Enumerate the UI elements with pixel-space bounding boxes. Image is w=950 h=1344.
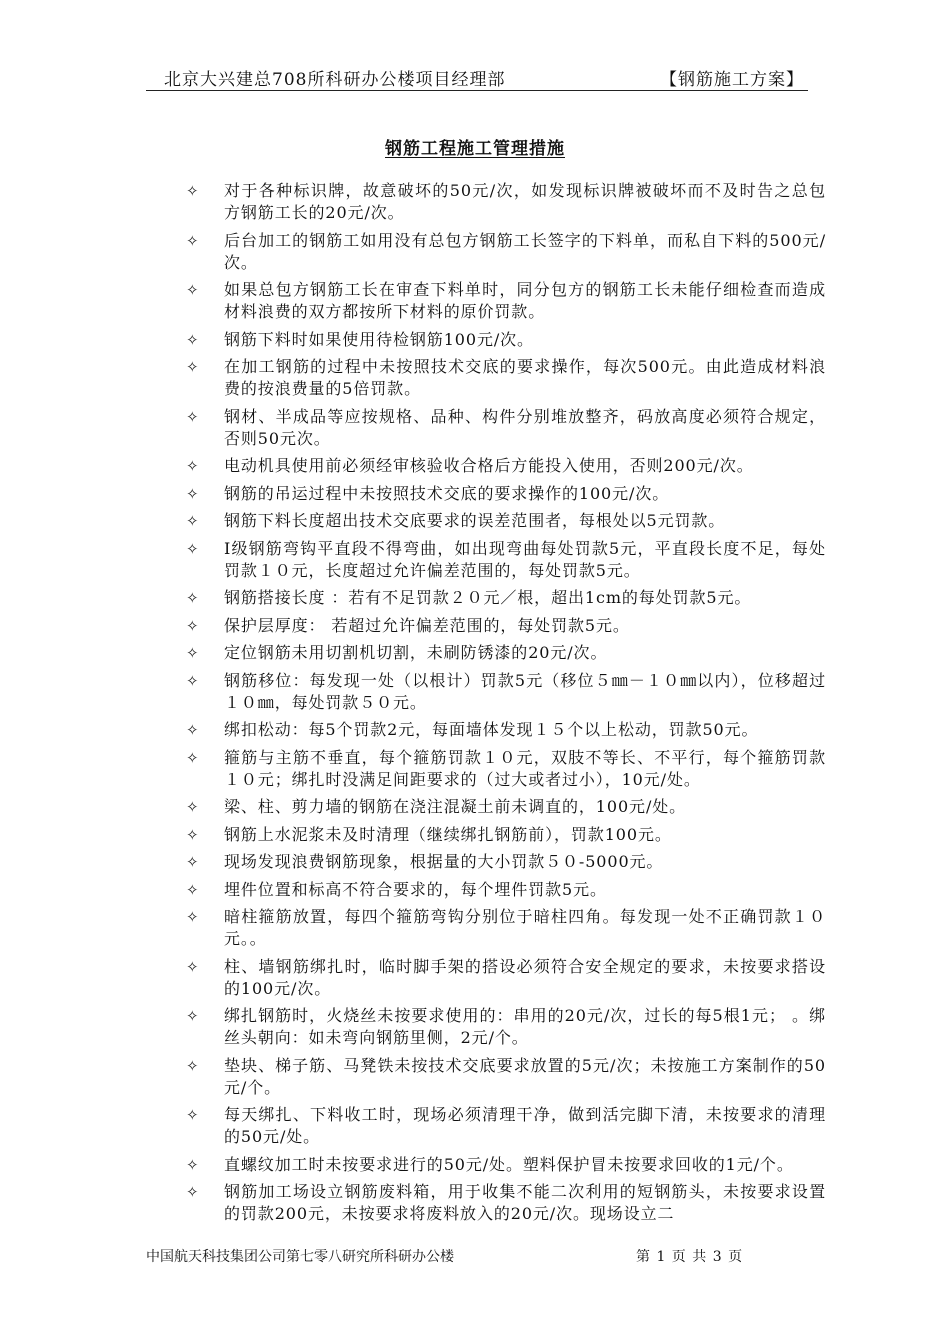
list-item (186, 356, 826, 400)
list-item (186, 455, 826, 477)
diamond-bullet-icon: ✧ (186, 825, 200, 844)
diamond-bullet-icon: ✧ (186, 231, 200, 250)
diamond-bullet-icon: ✧ (186, 1056, 200, 1075)
list-item-text: 钢筋下料时如果使用待检钢筋100元/次。 (224, 329, 534, 349)
diamond-bullet-icon: ✧ (186, 358, 200, 376)
list-item (186, 615, 826, 637)
list-item (186, 796, 826, 818)
list-item-text: 钢筋移位：每发现一处（以根计）罚款5元（移位５㎜－１０㎜以内），位移超过１０㎜，每处罚款５０元。 (224, 670, 826, 712)
diamond-bullet-icon: ✧ (186, 407, 200, 426)
list-item (186, 1181, 826, 1225)
list-item (186, 180, 826, 224)
list-item (186, 1055, 826, 1099)
list-item-text: 每天绑扎、下料收工时，现场必须清理干净，做到活完脚下清，未按要求的清理的50元/处。 (224, 1105, 826, 1146)
list-item (186, 906, 826, 950)
list-item-text: Ⅰ级钢筋弯钩平直段不得弯曲，如出现弯曲每处罚款5元，平直段长度不足，每处罚款１０元，长度超过允许偏差范围的，每处罚款5元。 (224, 538, 826, 580)
list-item-text: 对于各种标识牌，故意破坏的50元/次，如发现标识牌被破坏而不及时告之总包方钢筋工长的20元/次。 (224, 181, 826, 222)
diamond-bullet-icon: ✧ (186, 853, 200, 871)
diamond-bullet-icon: ✧ (186, 671, 200, 690)
list-item-text: 箍筋与主筋不垂直，每个箍筋罚款１０元，双肢不等长、不平行，每个箍筋罚款１０元；绑扎时没满足间距要求的（过大或者过小），10元/处。 (224, 747, 826, 789)
list-item (186, 1104, 826, 1148)
diamond-bullet-icon: ✧ (186, 908, 200, 926)
list-item (186, 879, 826, 901)
list-item-text: 定位钢筋未用切割机切割，未刷防锈漆的20元/次。 (224, 643, 608, 662)
diamond-bullet-icon: ✧ (186, 484, 200, 503)
diamond-bullet-icon: ✧ (186, 1007, 200, 1025)
list-item-text: 如果总包方钢筋工长在审查下料单时，同分包方的钢筋工长未能仔细检查而造成材料浪费的双方都按所下材料的原价罚款。 (224, 280, 826, 321)
list-item (186, 587, 826, 609)
list-item (186, 824, 826, 846)
list-item-text: 电动机具使用前必须经审核验收合格后方能投入使用，否则200元/次。 (224, 456, 754, 475)
list-item-text: 后台加工的钢筋工如用没有总包方钢筋工长签字的下料单，而私自下料的500元/次。 (224, 230, 826, 272)
page-header (146, 64, 808, 91)
list-item-text: 直螺纹加工时未按要求进行的50元/处。塑料保护冒未按要求回收的1元/个。 (224, 1154, 794, 1174)
diamond-bullet-icon: ✧ (186, 616, 200, 635)
diamond-bullet-icon: ✧ (186, 457, 200, 475)
diamond-bullet-icon: ✧ (186, 957, 200, 976)
document-title: 钢筋工程施工管理措施 (385, 139, 565, 159)
list-item-text: 梁、柱、剪力墙的钢筋在浇注混凝土前未调直的，100元/处。 (224, 797, 687, 816)
list-item-text: 垫块、梯子筋、马凳铁未按技术交底要求放置的5元/次；未按施工方案制作的50元/个。 (224, 1055, 826, 1097)
list-item (186, 279, 826, 323)
list-item (186, 483, 826, 505)
diamond-bullet-icon: ✧ (186, 1106, 200, 1124)
list-item-text: 钢筋下料长度超出技术交底要求的误差范围者，每根处以5元罚款。 (224, 511, 726, 530)
diamond-bullet-icon: ✧ (186, 281, 200, 299)
diamond-bullet-icon: ✧ (186, 512, 200, 530)
diamond-bullet-icon: ✧ (186, 880, 200, 899)
list-item-text: 钢筋的吊运过程中未按照技术交底的要求操作的100元/次。 (224, 483, 670, 503)
list-item-text: 绑扣松动：每5个罚款2元，每面墙体发现１５个以上松动，罚款50元。 (224, 720, 759, 739)
diamond-bullet-icon: ✧ (186, 589, 200, 607)
diamond-bullet-icon: ✧ (186, 644, 200, 662)
footer-page-number: 第 1 页 共 3 页 (636, 1249, 744, 1265)
header-document-name: 【钢筋施工方案】 (660, 70, 804, 90)
list-item (186, 329, 826, 351)
diamond-bullet-icon: ✧ (186, 721, 200, 739)
footer-organization: 中国航天科技集团公司第七零八研究所科研办公楼 (146, 1249, 454, 1265)
list-item (186, 642, 826, 664)
list-item (186, 851, 826, 873)
list-item-text: 保护层厚度： 若超过允许偏差范围的，每处罚款5元。 (224, 615, 630, 635)
diamond-bullet-icon: ✧ (186, 539, 200, 558)
list-item-text: 暗柱箍筋放置，每四个箍筋弯钩分别位于暗柱四角。每发现一处不正确罚款１０元。。 (224, 907, 826, 948)
list-item (186, 510, 826, 532)
list-item-text: 钢筋搭接长度 ：若有不足罚款２０元／根，超出1cm的每处罚款5元。 (224, 588, 752, 607)
list-item (186, 1005, 826, 1049)
list-item (186, 719, 826, 741)
list-item-text: 埋件位置和标高不符合要求的，每个埋件罚款5元。 (224, 879, 607, 899)
list-item-text: 钢筋上水泥浆未及时清理（继续绑扎钢筋前），罚款100元。 (224, 824, 672, 844)
diamond-bullet-icon: ✧ (186, 1183, 200, 1201)
list-item-text: 在加工钢筋的过程中未按照技术交底的要求操作，每次500元。由此造成材料浪费的按浪费量的5倍罚款。 (224, 357, 826, 398)
list-item-text: 柱、墙钢筋绑扎时，临时脚手架的搭设必须符合安全规定的要求，未按要求搭设的100元/次。 (224, 956, 826, 998)
list-item-text: 绑扎钢筋时，火烧丝未按要求使用的：串用的20元/次，过长的每5根1元； 。绑丝头朝向：如未弯向钢筋里侧，2元/个。 (224, 1006, 826, 1047)
diamond-bullet-icon: ✧ (186, 1155, 200, 1174)
list-item-text: 钢筋加工场设立钢筋废料箱，用于收集不能二次利用的短钢筋头，未按要求设置的罚款200元，未按要求将废料放入的20元/次。现场设立二 (224, 1182, 826, 1223)
diamond-bullet-icon: ✧ (186, 330, 200, 349)
list-item (186, 230, 826, 274)
list-item (186, 406, 826, 450)
list-item-text: 现场发现浪费钢筋现象，根据量的大小罚款５０-5000元。 (224, 852, 664, 871)
list-item (186, 1154, 826, 1176)
header-project-name: 北京大兴建总708所科研办公楼项目经理部 (164, 70, 506, 90)
list-item (186, 747, 826, 791)
diamond-bullet-icon: ✧ (186, 798, 200, 816)
list-item (186, 956, 826, 1000)
list-item (186, 670, 826, 714)
list-item (186, 538, 826, 582)
list-item-text: 钢材、半成品等应按规格、品种、构件分别堆放整齐，码放高度必须符合规定，否则50元次。 (224, 406, 826, 448)
diamond-bullet-icon: ✧ (186, 748, 200, 767)
diamond-bullet-icon: ✧ (186, 182, 200, 200)
measures-list (186, 180, 826, 1231)
